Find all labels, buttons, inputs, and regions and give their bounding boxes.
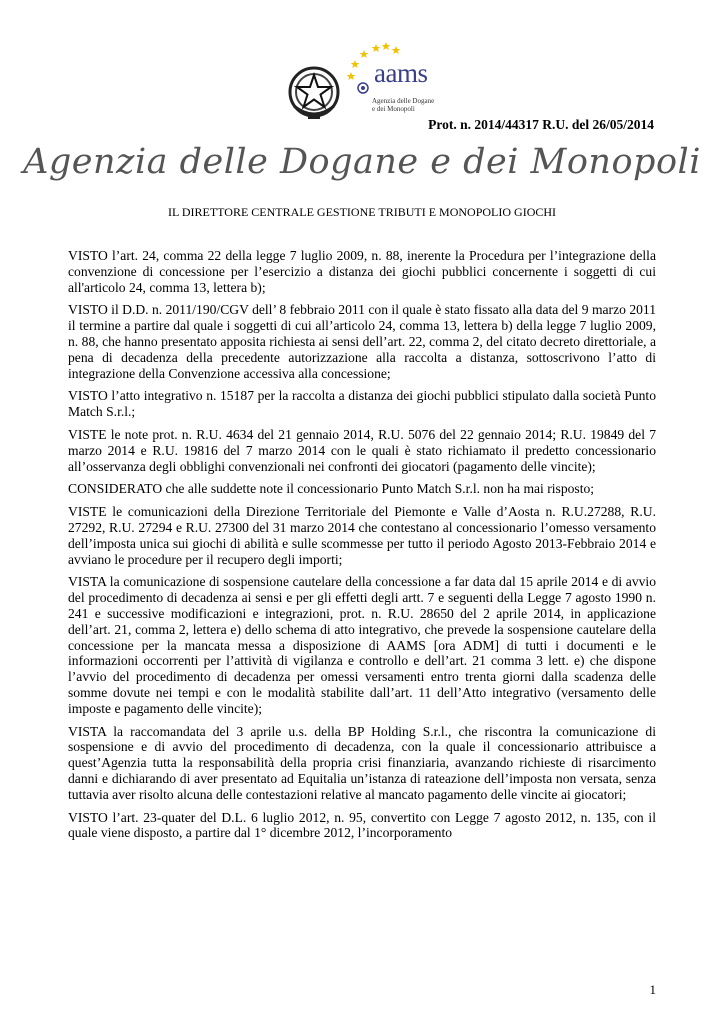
paragraph: VISTO l’art. 23-quater del D.L. 6 luglio 2012, n. 95, convertito con Legge 7 agosto 2012, n. 135, con il quale viene disposto, a partire dal 1° dicembre 2012, l’incorporamento [68, 809, 656, 841]
logo-subtitle-line1: Agenzia delle Dogane [372, 97, 435, 105]
agency-title: Agenzia delle Dogane e dei Monopoli [23, 142, 701, 182]
paragraph: VISTA la comunicazione di sospensione cautelare della concessione a far data dal 15 aprile 2014 e di avvio del procedimento di decadenza ai sensi e per gli effetti degli artt. 7 e seguenti della Legge 7 agosto 1990 n. 241 e successive modificazioni e integrazioni, prot. n. R.U. 28650 del 2 aprile 2014, in applicazione dell’art. 21, comma 2, lettera e) dello schema di atto integrativo, che prevede la sospensione cautelare della concessione per la mancata messa a disposizione di AAMS [ora ADM] di tutti i documenti e le informazioni occorrenti per l’attività di vigilanza e controllo e dell’art. 21 comma 3 lett. e) che dispone l’avvio del procedimento di decadenza per omessi versamenti entro trenta giorni dalla scadenza delle somme dovute nei tempi e con le modalità stabilite dall’art. 11 dell’Atto integrativo (versamento delle imposte e pagamento delle vincite); [68, 574, 656, 716]
director-heading: IL DIRETTORE CENTRALE GESTIONE TRIBUTI E MONOPOLIO GIOCHI [167, 205, 557, 219]
page-number: 1 [649, 982, 656, 997]
protocol-number: Prot. n. 2014/44317 R.U. del 26/05/2014 [428, 117, 654, 132]
paragraph: VISTE le note prot. n. R.U. 4634 del 21 gennaio 2014, R.U. 5076 del 22 gennaio 2014; R.U. 19849 del 7 marzo 2014 e R.U. 19816 del 7 marzo 2014 con le quali è stato richiamato il predetto concessionario all’osservanza degli obblighi convenzionali nei confronti dei giocatori (pagamento delle vincite); [68, 426, 656, 474]
logo-wordmark: aams [374, 58, 428, 88]
logo-subtitle-line2: e dei Monopoli [372, 105, 415, 113]
paragraph: VISTO l’art. 24, comma 22 della legge 7 luglio 2009, n. 88, inerente la Procedura per l’integrazione della convenzione di concessione per l’esercizio a distanza dei giochi pubblici concernente i soggetti di cui all'articolo 24, comma 13, lettera b); [68, 248, 656, 295]
paragraph: VISTO l’atto integrativo n. 15187 per la raccolta a distanza dei giochi pubblici stipulato dalla società Punto Match S.r.l.; [68, 388, 656, 420]
paragraph: CONSIDERATO che alle suddette note il concessionario Punto Match S.r.l. non ha mai risposto; [68, 481, 595, 497]
italian-republic-emblem-icon [286, 64, 342, 122]
document-body [68, 248, 656, 848]
paragraph: VISTE le comunicazioni della Direzione Territoriale del Piemonte e Valle d’Aosta n. R.U.27288, R.U. 27292, R.U. 27294 e R.U. 27300 del 31 marzo 2014 che contestano al concessionario l’omesso versamento dell’imposta unica sui giochi di abilità e sulle scommesse per tutto il periodo Agosto 2013-Febbraio 2014 e avviano le procedure per il recupero degli importi; [68, 504, 656, 567]
paragraph: VISTA la raccomandata del 3 aprile u.s. della BP Holding S.r.l., che riscontra la comunicazione di sospensione e di avvio del procedimento di decadenza, con la quale il concessionario attribuisce a quest’Agenzia tutta la responsabilità della propria crisi finanziaria, avanzando richieste di risarcimento danni e dichiarando di aver presentato ad Equitalia un’istanza di rateazione dell’imposta non versata, senza tuttavia aver risolto alcuna delle contestazioni relative al mancato pagamento delle vincite ai giocatori; [68, 723, 656, 802]
paragraph: VISTO il D.D. n. 2011/190/CGV dell’ 8 febbraio 2011 con il quale è stato fissato alla data del 9 marzo 2011 il termine a partire dal quale i soggetti di cui all’articolo 24, comma 13, lettera b) della legge 7 luglio 2009, n. 88, che hanno presentato apposita richiesta ai sensi dell’art. 22, comma 2, del citato decreto direttoriale, a pena di decadenza della precedente autorizzazione alla raccolta a distanza, sottoscrivono l’atto di integrazione della Convenzione accessiva alla concessione; [68, 302, 656, 381]
